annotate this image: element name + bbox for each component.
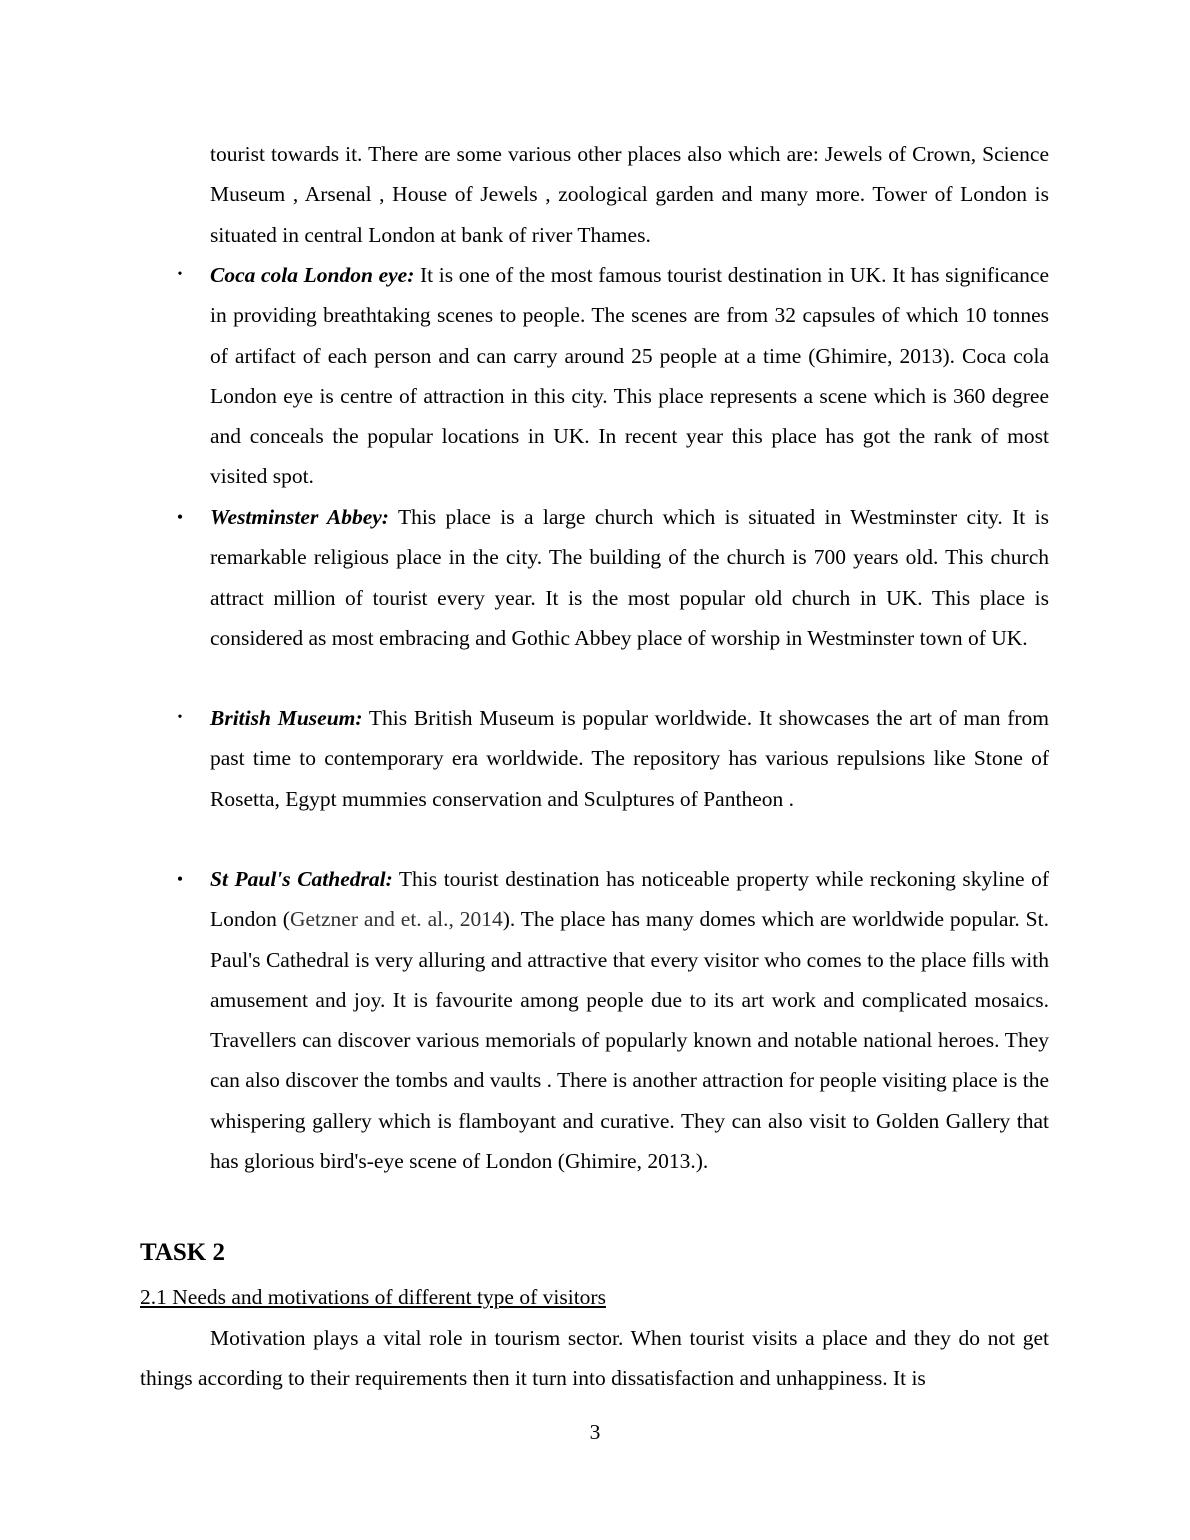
page-number: 3 <box>589 1420 601 1444</box>
list-item-text: This place is a large church which is situated in Westminster city. It is remarkable religious place in the city. The building of the church is 700 years old. This church attract million of tourist every year. It is the most popular old church in UK. This place is considered as most embracing and Gothic Abbey place of worship in Westminster town of UK. <box>210 505 1049 650</box>
list-item-st-pauls-cathedral <box>210 859 1049 1181</box>
list-item-label: Westminster Abbey: <box>210 505 389 529</box>
list-item-text: This British Museum is popular worldwide. It showcases the art of man from past time to contemporary era worldwide. The repository has various repulsions like Stone of Rosetta, Egypt mummies conservation and Sculptures of Pantheon . <box>210 706 1050 811</box>
list-item-label: St Paul's Cathedral: <box>210 867 393 891</box>
list-item-label: Coca cola London eye: <box>210 263 415 287</box>
list-item-label: British Museum: <box>210 706 363 730</box>
task-heading: TASK 2 <box>140 1239 225 1266</box>
bullet-icon: • <box>177 267 183 282</box>
bullet-icon: • <box>177 710 183 725</box>
section-heading: 2.1 Needs and motivations of different type of visitors <box>140 1285 606 1309</box>
list-item-westminster-abbey <box>210 497 1049 658</box>
bullet-icon: • <box>176 869 184 889</box>
citation: Getzner and et. al., 2014 <box>289 907 503 932</box>
list-item-london-eye <box>210 255 1049 497</box>
intro-paragraph: tourist towards it. There are some various other places also which are: Jewels of Crown, Science Museum , Arsenal , House of Jewels , zoological garden and many more. Tower of London is situated in central London at bank of river Thames. <box>210 142 1049 247</box>
section-paragraph: Motivation plays a vital role in tourism sector. When tourist visits a place and they do not get things according to their requirements then it turn into dissatisfaction and unhappiness. It is <box>140 1326 1049 1391</box>
list-item-text: ). The place has many domes which are worldwide popular. St. Paul's Cathedral is very alluring and attractive that every visitor who comes to the place fills with amusement and joy. It is favourite among people due to its art work and complicated mosaics. Travellers can discover various memorials of popularly known and notable national heroes. They can also discover the tombs and vaults . There is another attraction for people visiting place is the whispering gallery which is flamboyant and curative. They can also visit to Golden Gallery that has glorious bird's-eye scene of London (Ghimire, 2013.). <box>210 907 1049 1174</box>
list-item-text: This tourist destination has noticeable property while reckoning skyline of London ( <box>210 867 1050 932</box>
list-item-text: It is one of the most famous tourist destination in UK. It has significance in providing breathtaking scenes to people. The scenes are from 32 capsules of which 10 tonnes of artifact of each person and can carry around 25 people at a time (Ghimire, 2013). Coca cola London eye is centre of attraction in this city. This place represents a scene which is 360 degree and conceals the popular locations in UK. In recent year this place has got the rank of most visited spot. <box>210 263 1049 489</box>
list-item-british-museum <box>210 698 1049 819</box>
bullet-icon: • <box>176 507 184 527</box>
